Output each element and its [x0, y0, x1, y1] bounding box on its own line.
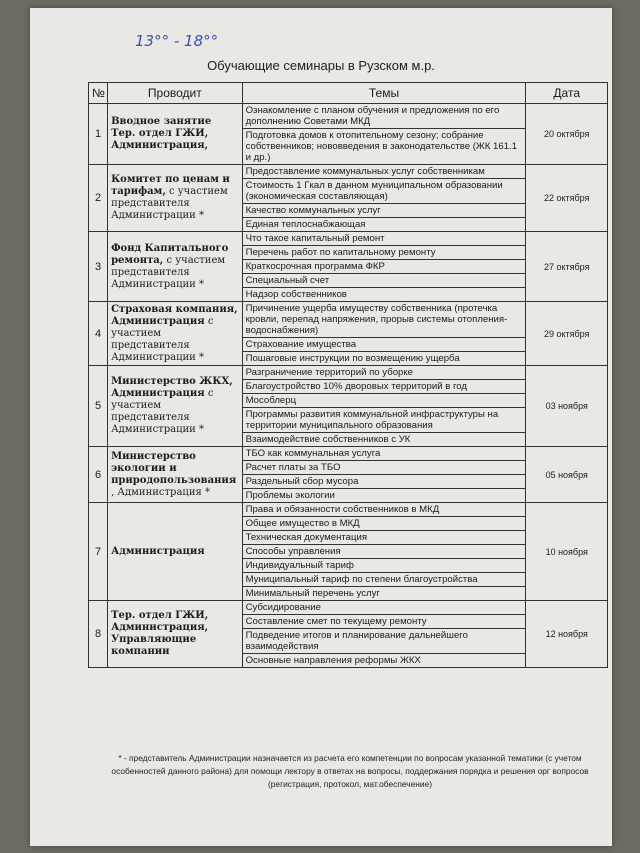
date-cell: 29 октября	[526, 302, 608, 366]
organizer-name: Вводное занятие Тер. отдел ГЖИ, Администрация,	[111, 116, 212, 151]
header-org: Проводит	[108, 83, 243, 104]
row-number: 7	[89, 503, 108, 601]
header-date: Дата	[526, 83, 608, 104]
topic-cell: Пошаговые инструкции по возмещению ущерба	[242, 352, 526, 366]
topic-cell: Предоставление коммунальных услуг собственникам	[242, 165, 526, 179]
row-number: 8	[89, 601, 108, 668]
topic-cell: Ознакомление с планом обучения и предложения по его дополнению Советами МКД	[242, 104, 526, 129]
topic-cell: Составление смет по текущему ремонту	[242, 615, 526, 629]
table-row	[89, 503, 608, 517]
organizer-name: Страховая компания, Администрация	[111, 303, 238, 327]
topic-cell: Специальный счет	[242, 274, 526, 288]
topic-cell: Краткосрочная программа ФКР	[242, 260, 526, 274]
row-number: 1	[89, 104, 108, 165]
date-cell: 10 ноября	[526, 503, 608, 601]
date-cell: 12 ноября	[526, 601, 608, 668]
topic-cell: Индивидуальный тариф	[242, 559, 526, 573]
organizer-cell	[108, 165, 243, 232]
topic-cell: Способы управления	[242, 545, 526, 559]
topic-cell: Разграничение территорий по уборке	[242, 366, 526, 380]
organizer-cell	[108, 232, 243, 302]
table-row	[89, 165, 608, 179]
topic-cell: Общее имущество в МКД	[242, 517, 526, 531]
table-row	[89, 366, 608, 380]
topic-cell: Надзор собственников	[242, 288, 526, 302]
document-title: Обучающие семинары в Рузском м.р.	[207, 58, 435, 73]
date-cell: 03 ноября	[526, 366, 608, 447]
topic-cell: Взаимодействие собственников с УК	[242, 433, 526, 447]
row-number: 4	[89, 302, 108, 366]
document-page	[30, 8, 612, 846]
topic-cell: Минимальный перечень услуг	[242, 587, 526, 601]
table-row	[89, 104, 608, 129]
topic-cell: Благоустройство 10% дворовых территорий в год	[242, 380, 526, 394]
topic-cell: Субсидирование	[242, 601, 526, 615]
topic-cell: Раздельный сбор мусора	[242, 475, 526, 489]
row-number: 6	[89, 447, 108, 503]
topic-cell: ТБО как коммунальная услуга	[242, 447, 526, 461]
organizer-note: с участием представителя Администрации *	[111, 315, 214, 363]
topic-cell: Расчет платы за ТБО	[242, 461, 526, 475]
organizer-cell	[108, 503, 243, 601]
topic-cell: Страхование имущества	[242, 338, 526, 352]
topic-cell: Основные направления реформы ЖКХ	[242, 654, 526, 668]
table-header-row	[89, 83, 608, 104]
date-cell: 22 октября	[526, 165, 608, 232]
organizer-cell	[108, 302, 243, 366]
topic-cell: Подведение итогов и планирование дальнейшего взаимодействия	[242, 629, 526, 654]
organizer-name: Тер. отдел ГЖИ, Администрация, Управляющие компании	[111, 610, 209, 657]
organizer-cell	[108, 601, 243, 668]
topic-cell: Программы развития коммунальной инфраструктуры на территории муниципального образования	[242, 408, 526, 433]
topic-cell: Подготовка домов к отопительному сезону; собрание собственников; нововведения в законодательстве (ЖК 161.1 и др.)	[242, 129, 526, 165]
header-no: №	[89, 83, 108, 104]
topic-cell: Единая теплоснабжающая	[242, 218, 526, 232]
organizer-note: с участием представителя Администрации *	[111, 254, 226, 290]
organizer-name: Фонд Капитального ремонта,	[111, 242, 229, 266]
organizer-note: с участием представителя Администрации *	[111, 186, 228, 221]
topic-cell: Права и обязанности собственников в МКД	[242, 503, 526, 517]
topic-cell: Техническая документация	[242, 531, 526, 545]
footnote: * - представитель Администрации назначается из расчета его компетенции по вопросам указанной тематики (с учетом особенностей данного района) для помощи лектору в ответах на вопросы, поддержания порядка и решения орг вопросов (регистрация, протокол, мат.обеспечение)	[111, 753, 589, 789]
row-number: 3	[89, 232, 108, 302]
table-body	[89, 104, 608, 668]
organizer-cell	[108, 447, 243, 503]
topic-cell: Что такое капитальный ремонт	[242, 232, 526, 246]
topic-cell: Стоимость 1 Гкал в данном муниципальном образовании (экономическая составляющая)	[242, 179, 526, 204]
organizer-name: Комитет по ценам и тарифам,	[111, 174, 230, 197]
topic-cell: Проблемы экологии	[242, 489, 526, 503]
organizer-note: , Администрация *	[111, 486, 211, 498]
date-cell: 05 ноября	[526, 447, 608, 503]
row-number: 5	[89, 366, 108, 447]
date-cell: 27 октября	[526, 232, 608, 302]
organizer-note: с участием представителя Администрации *	[111, 388, 214, 435]
row-number: 2	[89, 165, 108, 232]
organizer-cell	[108, 366, 243, 447]
table-row	[89, 232, 608, 246]
organizer-cell	[108, 104, 243, 165]
topic-cell: Мособлерц	[242, 394, 526, 408]
topic-cell: Качество коммунальных услуг	[242, 204, 526, 218]
handwritten-time-note: 13°° - 18°°	[135, 32, 219, 50]
topic-cell: Муниципальный тариф по степени благоустройства	[242, 573, 526, 587]
header-topics: Темы	[242, 83, 526, 104]
date-cell: 20 октября	[526, 104, 608, 165]
seminar-table	[88, 82, 608, 668]
topic-cell: Перечень работ по капитальному ремонту	[242, 246, 526, 260]
organizer-name: Министерство ЖКХ, Администрация	[111, 376, 233, 399]
table-row	[89, 601, 608, 615]
topic-cell: Причинение ущерба имуществу собственника (протечка кровли, перепад напряжения, прорыв системы отопления-водоснабжения)	[242, 302, 526, 338]
table-row	[89, 447, 608, 461]
organizer-name: Министерство экологии и природопользования	[111, 450, 237, 486]
table-row	[89, 302, 608, 338]
organizer-name: Администрация	[111, 545, 205, 557]
